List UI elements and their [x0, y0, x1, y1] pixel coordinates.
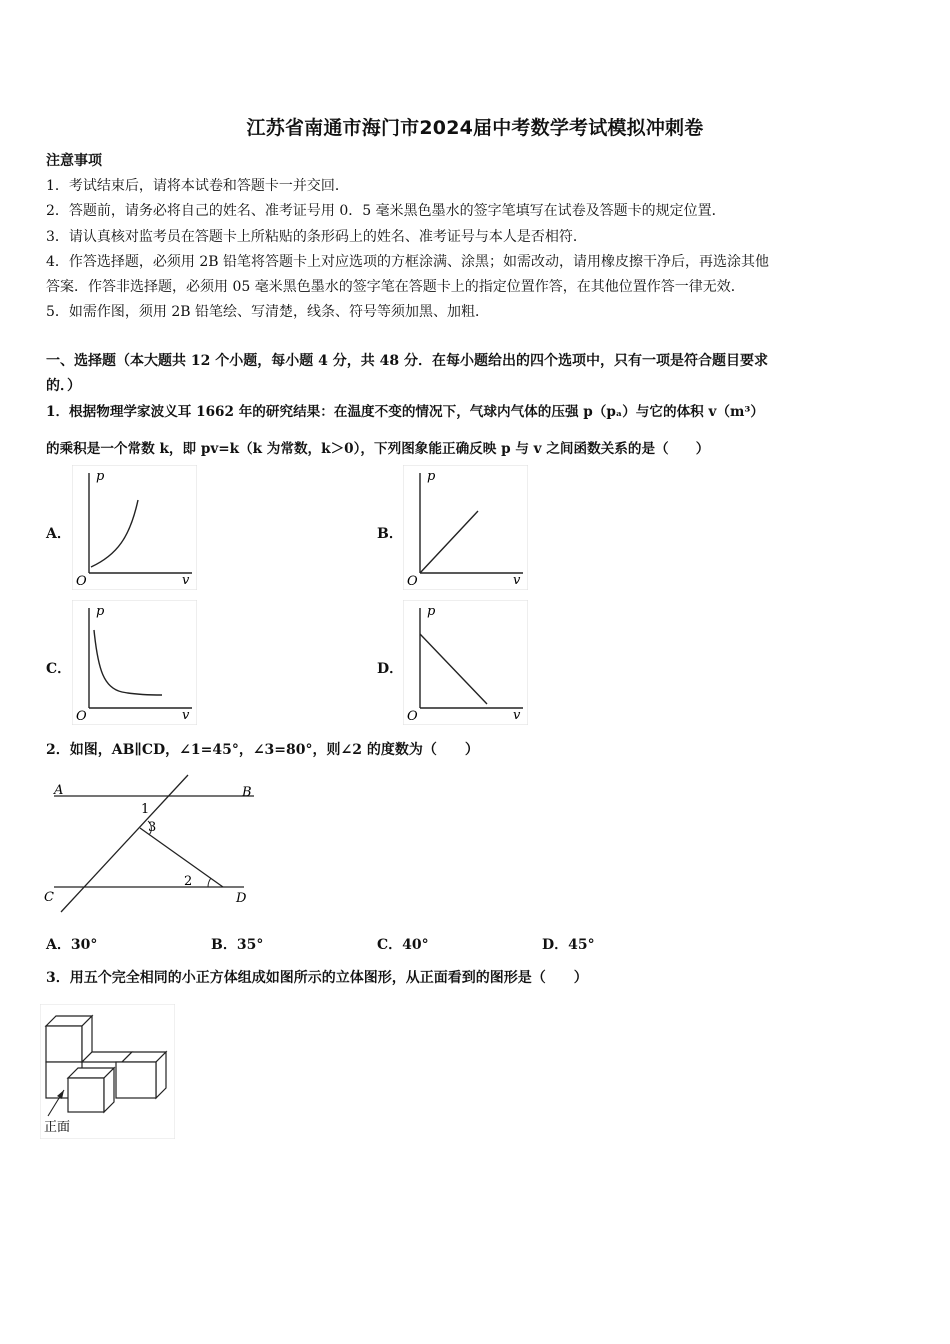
notice-heading: 注意事项	[46, 153, 102, 169]
q1-option-c-label: C．	[46, 661, 72, 677]
cube-front-face	[68, 1078, 104, 1112]
q2-option-b: B．35°	[211, 937, 264, 953]
notice-item: 5．如需作图，须用 2B 铅笔绘、写清楚，线条、符号等须加黑、加粗．	[46, 304, 490, 320]
point-a-label: A	[54, 783, 64, 798]
front-view-label: 正面	[44, 1120, 71, 1135]
origin-label: O	[76, 574, 87, 589]
y-axis-label: p	[427, 469, 436, 484]
section-heading-line2: 的．）	[46, 378, 81, 394]
x-axis-label: v	[513, 708, 521, 723]
q2-option-a: A．30°	[46, 937, 98, 953]
graph-a	[72, 465, 197, 590]
section-heading-line1: 一、选择题（本大题共 12 个小题，每小题 4 分，共 48 分．在每小题给出的四个选项中，只有一项是符合题目要求	[46, 353, 768, 369]
point-b-label: B	[242, 785, 252, 800]
notice-item: 3．请认真核对监考员在答题卡上所粘贴的条形码上的姓名、准考证号与本人是否相符．	[46, 229, 587, 245]
point-c-label: C	[44, 890, 54, 905]
y-axis-label: p	[96, 604, 105, 619]
notice-item: 2．答题前，请务必将自己的姓名、准考证号用 0．5 毫米黑色墨水的签字笔填写在试卷及答题卡的规定位置．	[46, 203, 726, 219]
q2-option-c: C．40°	[377, 937, 429, 953]
origin-label: O	[76, 709, 87, 724]
y-axis-label: p	[96, 469, 105, 484]
graph-d	[403, 600, 528, 725]
x-axis-label: v	[513, 573, 521, 588]
notice-item: 1．考试结束后，请将本试卷和答题卡一并交回．	[46, 178, 349, 194]
x-axis-label: v	[182, 573, 190, 588]
cube-front-face	[116, 1062, 156, 1098]
q2-figure	[40, 770, 270, 920]
cube-front-face	[46, 1026, 82, 1062]
y-axis-label: p	[427, 604, 436, 619]
page-title: 江苏省南通市海门市2024届中考数学考试模拟冲刺卷	[246, 117, 704, 139]
point-d-label: D	[236, 891, 247, 906]
q3-cube-figure	[40, 1004, 175, 1139]
origin-label: O	[407, 574, 418, 589]
origin-label: O	[407, 709, 418, 724]
q1-stem-line2: 的乘积是一个常数 k，即 pv=k（k 为常数，k＞0），下列图象能正确反映 p 与 v 之间函数关系的是（ ）	[46, 441, 710, 457]
angle-3-label: 3	[148, 820, 157, 835]
q1-stem-line1: 1．根据物理学家波义耳 1662 年的研究结果：在温度不变的情况下，气球内气体的压强 p（pₐ）与它的体积 v（m³）	[46, 404, 764, 420]
angle-2-label: 2	[184, 874, 193, 889]
angle-2-arc	[208, 878, 211, 887]
graph-c	[72, 600, 197, 725]
q3-stem: 3．用五个完全相同的小正方体组成如图所示的立体图形，从正面看到的图形是（ ）	[46, 970, 588, 986]
q1-option-a-label: A．	[46, 526, 71, 542]
x-axis-label: v	[182, 708, 190, 723]
notice-item: 4．作答选择题，必须用 2B 铅笔将答题卡上对应选项的方框涂满、涂黑；如需改动，请用橡皮擦干净后，再选涂其他	[46, 254, 769, 270]
angle-1-label: 1	[141, 802, 150, 817]
q2-option-d: D．45°	[542, 937, 595, 953]
graph-b	[403, 465, 528, 590]
notice-item: 答案．作答非选择题，必须用 05 毫米黑色墨水的签字笔在答题卡上的指定位置作答，在其他位置作答一律无效．	[46, 279, 745, 295]
q1-option-d-label: D．	[377, 661, 404, 677]
q1-option-b-label: B．	[377, 526, 403, 542]
q2-stem: 2．如图，AB∥CD，∠1=45°，∠3=80°，则∠2 的度数为（ ）	[46, 742, 479, 758]
